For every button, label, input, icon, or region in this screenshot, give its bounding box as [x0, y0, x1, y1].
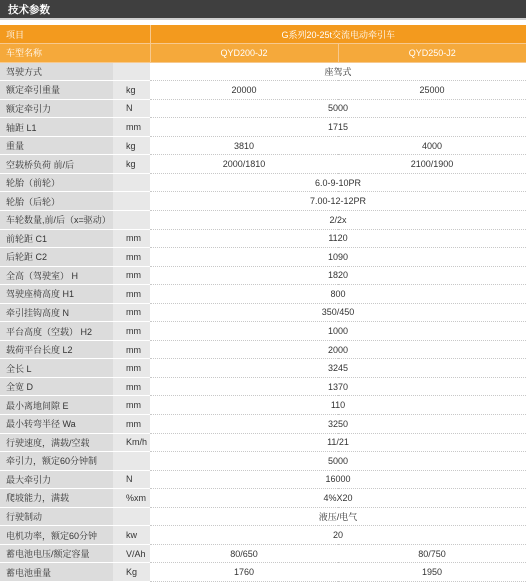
row-unit [113, 210, 150, 229]
row-value-model-2: 2100/1900 [338, 155, 526, 174]
table-row [0, 285, 526, 304]
row-value-shared: 1370 [150, 377, 526, 396]
row-label: 蓄电池重量 [0, 563, 113, 582]
row-value-shared: 2/2x [150, 210, 526, 229]
row-unit: mm [113, 396, 150, 415]
row-label: 驾驶方式 [0, 62, 113, 81]
table-row [0, 229, 526, 248]
row-unit: Kg [113, 563, 150, 582]
row-value-model-2: 1950 [338, 563, 526, 582]
table-row [0, 359, 526, 378]
row-unit [113, 62, 150, 81]
row-value-shared: 6.0-9-10PR [150, 173, 526, 192]
series-header: G系列20-25t交流电动牵引车 [150, 25, 526, 44]
row-label: 车轮数量,前/后（x=驱动） [0, 210, 113, 229]
table-row [0, 377, 526, 396]
table-row [0, 136, 526, 155]
row-unit: N [113, 470, 150, 489]
row-value-shared: 3250 [150, 414, 526, 433]
table-row [0, 396, 526, 415]
row-label: 最小离地间隙 E [0, 396, 113, 415]
row-unit: kw [113, 526, 150, 545]
row-unit: mm [113, 414, 150, 433]
row-label: 轮胎（后轮） [0, 192, 113, 211]
row-label: 全高（驾驶室） H [0, 266, 113, 285]
row-label: 全宽 D [0, 377, 113, 396]
row-value-shared: 1090 [150, 248, 526, 267]
row-value-shared: 1715 [150, 118, 526, 137]
row-label: 爬坡能力，满载 [0, 489, 113, 508]
row-value-shared: 110 [150, 396, 526, 415]
row-value-shared: 20 [150, 526, 526, 545]
row-value-shared: 7.00-12-12PR [150, 192, 526, 211]
row-label: 轴距 L1 [0, 118, 113, 137]
row-label: 后轮距 C2 [0, 248, 113, 267]
row-unit: mm [113, 303, 150, 322]
row-unit: N [113, 99, 150, 118]
model-header-unit [113, 44, 150, 63]
table-row [0, 470, 526, 489]
row-value-shared: 350/450 [150, 303, 526, 322]
row-label: 重量 [0, 136, 113, 155]
row-value-model-1: 1760 [150, 563, 338, 582]
row-value-shared: 4%X20 [150, 489, 526, 508]
row-unit [113, 507, 150, 526]
row-unit: mm [113, 266, 150, 285]
row-unit: kg [113, 81, 150, 100]
table-row [0, 544, 526, 563]
row-value-shared: 16000 [150, 470, 526, 489]
row-value-model-2: 25000 [338, 81, 526, 100]
row-value-shared: 1820 [150, 266, 526, 285]
row-value-shared: 座驾式 [150, 62, 526, 81]
table-row [0, 266, 526, 285]
row-label: 蓄电池电压/额定容量 [0, 544, 113, 563]
row-unit: kg [113, 136, 150, 155]
model-header-1: QYD200-J2 [150, 44, 338, 63]
row-unit: mm [113, 340, 150, 359]
row-label: 前轮距 C1 [0, 229, 113, 248]
row-label: 全长 L [0, 359, 113, 378]
row-label: 行驶制动 [0, 507, 113, 526]
table-row [0, 303, 526, 322]
row-unit: kg [113, 155, 150, 174]
row-value-model-1: 80/650 [150, 544, 338, 563]
header-row-model [0, 44, 526, 63]
row-value-shared: 3245 [150, 359, 526, 378]
row-label: 牵引力，额定60分钟制 [0, 452, 113, 471]
row-label: 驾驶座椅高度 H1 [0, 285, 113, 304]
row-unit: Km/h [113, 433, 150, 452]
row-label: 额定牵引力 [0, 99, 113, 118]
table-row [0, 62, 526, 81]
row-label: 最小转弯半径 Wa [0, 414, 113, 433]
row-value-shared: 11/21 [150, 433, 526, 452]
row-label: 空载桥负荷 前/后 [0, 155, 113, 174]
row-unit [113, 173, 150, 192]
item-header-label: 项目 [0, 25, 113, 44]
row-unit: mm [113, 359, 150, 378]
row-value-model-1: 3810 [150, 136, 338, 155]
table-row [0, 340, 526, 359]
table-row [0, 192, 526, 211]
spec-table [0, 25, 526, 582]
table-row [0, 210, 526, 229]
table-row [0, 452, 526, 471]
row-value-shared: 1000 [150, 322, 526, 341]
row-value-model-2: 80/750 [338, 544, 526, 563]
table-row [0, 414, 526, 433]
row-value-shared: 5000 [150, 99, 526, 118]
table-row [0, 322, 526, 341]
row-label: 载荷平台长度 L2 [0, 340, 113, 359]
row-value-shared: 1120 [150, 229, 526, 248]
table-row [0, 526, 526, 545]
row-unit: mm [113, 248, 150, 267]
row-label: 牵引挂钩高度 N [0, 303, 113, 322]
table-row [0, 81, 526, 100]
model-header-2: QYD250-J2 [338, 44, 526, 63]
row-unit: mm [113, 229, 150, 248]
row-value-shared: 5000 [150, 452, 526, 471]
table-row [0, 563, 526, 582]
table-row [0, 99, 526, 118]
row-label: 行驶速度，满载/空载 [0, 433, 113, 452]
row-label: 轮胎（前轮） [0, 173, 113, 192]
row-label: 最大牵引力 [0, 470, 113, 489]
row-unit: V/Ah [113, 544, 150, 563]
table-row [0, 118, 526, 137]
section-title: 技术参数 [0, 0, 526, 20]
row-value-shared: 液压/电气 [150, 507, 526, 526]
row-value-shared: 2000 [150, 340, 526, 359]
row-unit: %xm [113, 489, 150, 508]
table-row [0, 248, 526, 267]
row-value-model-1: 2000/1810 [150, 155, 338, 174]
item-header-unit [113, 25, 150, 44]
model-header-label: 车型名称 [0, 44, 113, 63]
row-unit: mm [113, 285, 150, 304]
row-unit: mm [113, 118, 150, 137]
row-unit [113, 192, 150, 211]
table-row [0, 433, 526, 452]
table-row [0, 173, 526, 192]
row-label: 电机功率，额定60分钟 [0, 526, 113, 545]
row-label: 额定牵引重量 [0, 81, 113, 100]
table-row [0, 489, 526, 508]
table-row [0, 507, 526, 526]
row-unit: mm [113, 377, 150, 396]
row-value-model-1: 20000 [150, 81, 338, 100]
row-unit: mm [113, 322, 150, 341]
row-unit [113, 452, 150, 471]
header-row-item [0, 25, 526, 44]
row-value-model-2: 4000 [338, 136, 526, 155]
table-row [0, 155, 526, 174]
row-label: 平台高度（空载） H2 [0, 322, 113, 341]
row-value-shared: 800 [150, 285, 526, 304]
